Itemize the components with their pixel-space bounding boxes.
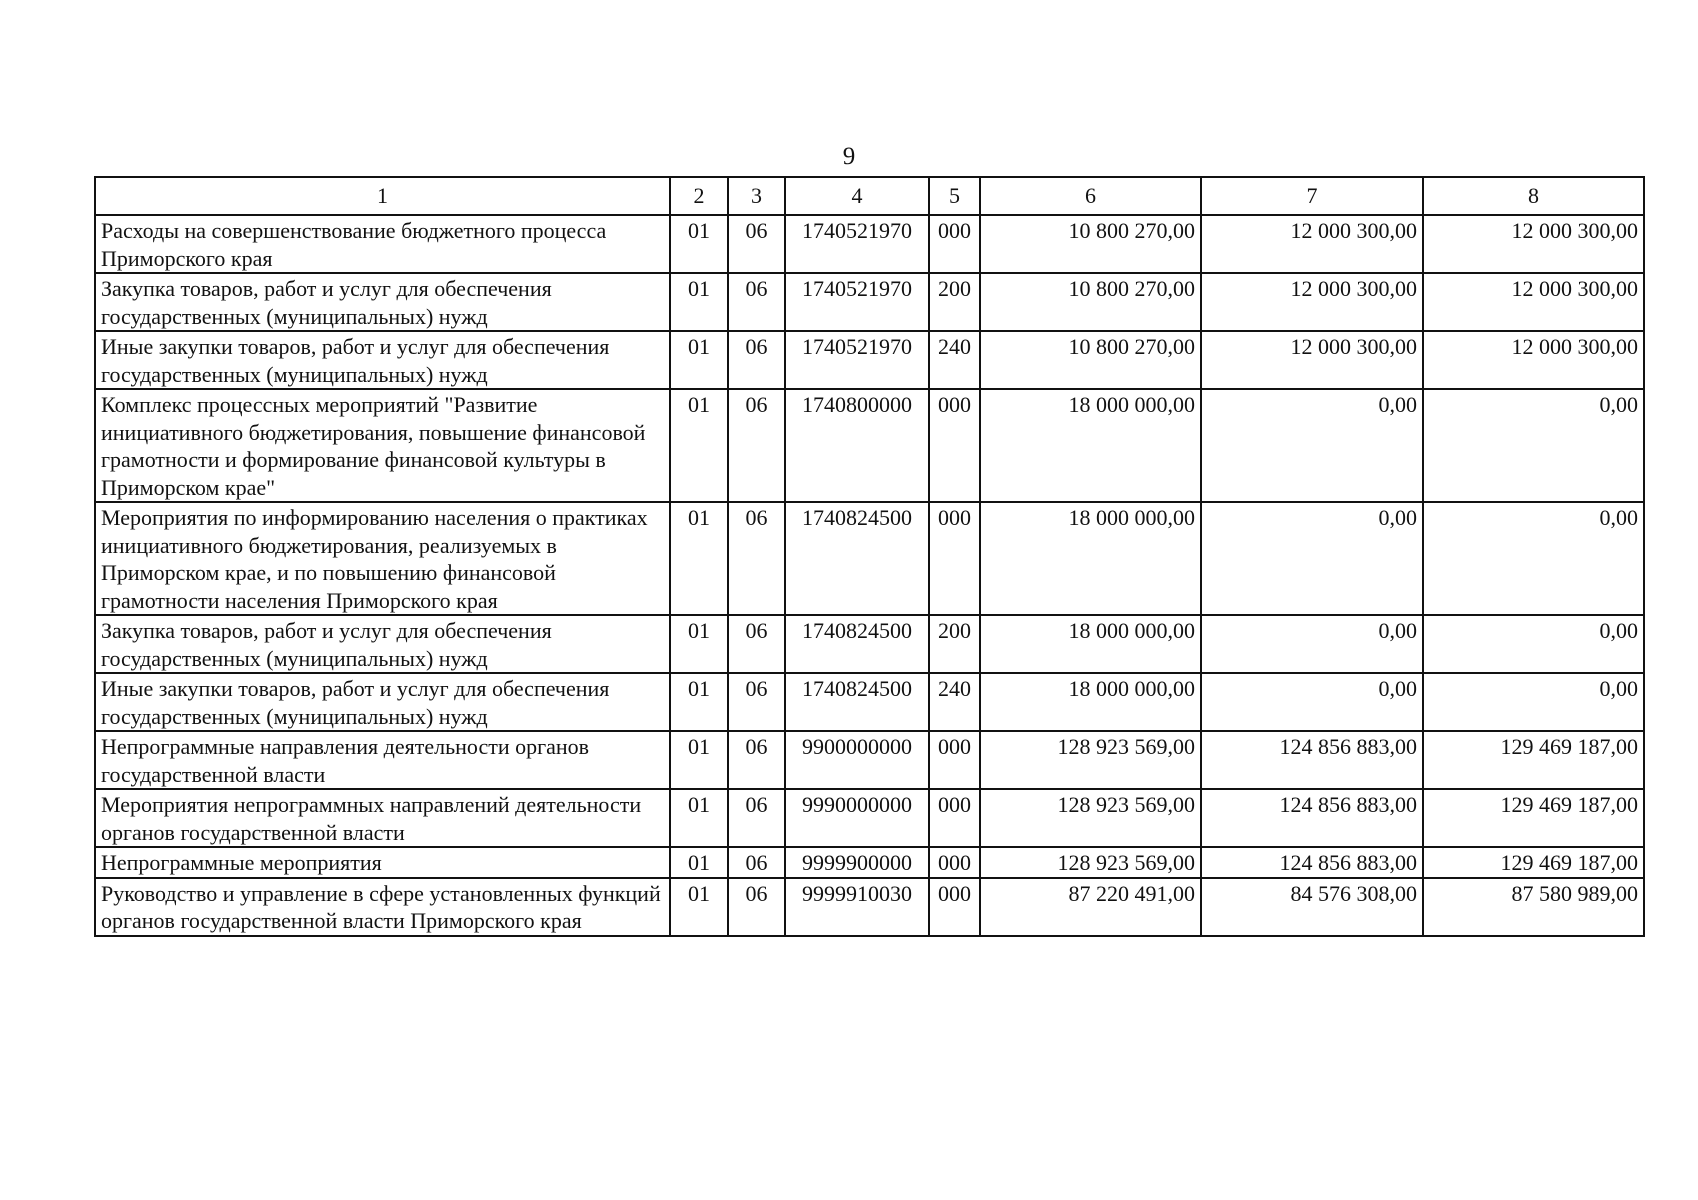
amount-col-6: 128 923 569,00: [980, 789, 1201, 847]
subsection-code: 06: [728, 502, 785, 615]
amount-col-8: 12 000 300,00: [1423, 273, 1644, 331]
expense-type-code: 000: [929, 389, 980, 502]
table-row: [95, 215, 1644, 273]
amount-col-7: 124 856 883,00: [1201, 847, 1423, 878]
amount-col-8: 0,00: [1423, 502, 1644, 615]
row-name: Непрограммные направления деятельности органов государственной власти: [95, 731, 670, 789]
section-code: 01: [670, 731, 728, 789]
row-name: Закупка товаров, работ и услуг для обеспечения государственных (муниципальных) нужд: [95, 615, 670, 673]
row-name: Иные закупки товаров, работ и услуг для обеспечения государственных (муниципальных) нужд: [95, 673, 670, 731]
column-header-1: 1: [95, 177, 670, 215]
section-code: 01: [670, 789, 728, 847]
row-name: Расходы на совершенствование бюджетного процесса Приморского края: [95, 215, 670, 273]
row-name: Мероприятия непрограммных направлений деятельности органов государственной власти: [95, 789, 670, 847]
section-code: 01: [670, 215, 728, 273]
section-code: 01: [670, 331, 728, 389]
target-article-code: 9900000000: [785, 731, 929, 789]
table-row: [95, 673, 1644, 731]
amount-col-7: 84 576 308,00: [1201, 878, 1423, 936]
budget-table: [94, 176, 1645, 937]
subsection-code: 06: [728, 615, 785, 673]
section-code: 01: [670, 273, 728, 331]
column-header-6: 6: [980, 177, 1201, 215]
expense-type-code: 240: [929, 331, 980, 389]
section-code: 01: [670, 502, 728, 615]
table-row: [95, 615, 1644, 673]
amount-col-6: 18 000 000,00: [980, 673, 1201, 731]
expense-type-code: 000: [929, 847, 980, 878]
amount-col-7: 12 000 300,00: [1201, 273, 1423, 331]
amount-col-7: 12 000 300,00: [1201, 215, 1423, 273]
amount-col-6: 18 000 000,00: [980, 615, 1201, 673]
amount-col-6: 10 800 270,00: [980, 215, 1201, 273]
column-header-2: 2: [670, 177, 728, 215]
amount-col-7: 124 856 883,00: [1201, 789, 1423, 847]
amount-col-8: 12 000 300,00: [1423, 331, 1644, 389]
amount-col-7: 0,00: [1201, 673, 1423, 731]
subsection-code: 06: [728, 273, 785, 331]
amount-col-6: 87 220 491,00: [980, 878, 1201, 936]
row-name: Руководство и управление в сфере установленных функций органов государственной власти Приморского края: [95, 878, 670, 936]
target-article-code: 1740824500: [785, 502, 929, 615]
amount-col-8: 129 469 187,00: [1423, 847, 1644, 878]
amount-col-8: 129 469 187,00: [1423, 789, 1644, 847]
target-article-code: 1740521970: [785, 331, 929, 389]
amount-col-8: 12 000 300,00: [1423, 215, 1644, 273]
table-row: [95, 273, 1644, 331]
amount-col-6: 18 000 000,00: [980, 502, 1201, 615]
column-header-8: 8: [1423, 177, 1644, 215]
row-name: Закупка товаров, работ и услуг для обеспечения государственных (муниципальных) нужд: [95, 273, 670, 331]
amount-col-6: 18 000 000,00: [980, 389, 1201, 502]
subsection-code: 06: [728, 731, 785, 789]
section-code: 01: [670, 847, 728, 878]
subsection-code: 06: [728, 331, 785, 389]
amount-col-7: 12 000 300,00: [1201, 331, 1423, 389]
table-row: [95, 731, 1644, 789]
expense-type-code: 000: [929, 502, 980, 615]
table-row: [95, 389, 1644, 502]
row-name: Непрограммные мероприятия: [95, 847, 670, 878]
subsection-code: 06: [728, 673, 785, 731]
expense-type-code: 200: [929, 615, 980, 673]
amount-col-7: 124 856 883,00: [1201, 731, 1423, 789]
column-header-5: 5: [929, 177, 980, 215]
amount-col-8: 0,00: [1423, 615, 1644, 673]
subsection-code: 06: [728, 847, 785, 878]
amount-col-6: 128 923 569,00: [980, 847, 1201, 878]
subsection-code: 06: [728, 215, 785, 273]
table-row: [95, 847, 1644, 878]
amount-col-6: 10 800 270,00: [980, 273, 1201, 331]
section-code: 01: [670, 673, 728, 731]
column-header-3: 3: [728, 177, 785, 215]
section-code: 01: [670, 878, 728, 936]
header-row: [95, 177, 1644, 215]
expense-type-code: 000: [929, 878, 980, 936]
expense-type-code: 000: [929, 789, 980, 847]
expense-type-code: 000: [929, 731, 980, 789]
amount-col-6: 128 923 569,00: [980, 731, 1201, 789]
table-row: [95, 331, 1644, 389]
row-name: Комплекс процессных мероприятий "Развитие инициативного бюджетирования, повышение финансовой грамотности и формирование финансовой культуры в Приморском крае": [95, 389, 670, 502]
amount-col-6: 10 800 270,00: [980, 331, 1201, 389]
table-row: [95, 789, 1644, 847]
section-code: 01: [670, 389, 728, 502]
target-article-code: 9990000000: [785, 789, 929, 847]
amount-col-7: 0,00: [1201, 615, 1423, 673]
section-code: 01: [670, 615, 728, 673]
column-header-4: 4: [785, 177, 929, 215]
expense-type-code: 000: [929, 215, 980, 273]
row-name: Мероприятия по информированию населения о практиках инициативного бюджетирования, реализуемых в Приморском крае, и по повышению финансовой грамотности населения Приморского края: [95, 502, 670, 615]
row-name: Иные закупки товаров, работ и услуг для обеспечения государственных (муниципальных) нужд: [95, 331, 670, 389]
amount-col-7: 0,00: [1201, 502, 1423, 615]
amount-col-8: 129 469 187,00: [1423, 731, 1644, 789]
target-article-code: 1740521970: [785, 273, 929, 331]
table-row: [95, 878, 1644, 936]
table-row: [95, 502, 1644, 615]
page-number: 9: [842, 143, 856, 170]
expense-type-code: 240: [929, 673, 980, 731]
target-article-code: 9999910030: [785, 878, 929, 936]
target-article-code: 1740824500: [785, 673, 929, 731]
amount-col-7: 0,00: [1201, 389, 1423, 502]
subsection-code: 06: [728, 789, 785, 847]
amount-col-8: 0,00: [1423, 673, 1644, 731]
target-article-code: 1740800000: [785, 389, 929, 502]
target-article-code: 9999900000: [785, 847, 929, 878]
column-header-7: 7: [1201, 177, 1423, 215]
amount-col-8: 87 580 989,00: [1423, 878, 1644, 936]
expense-type-code: 200: [929, 273, 980, 331]
subsection-code: 06: [728, 389, 785, 502]
target-article-code: 1740824500: [785, 615, 929, 673]
amount-col-8: 0,00: [1423, 389, 1644, 502]
target-article-code: 1740521970: [785, 215, 929, 273]
subsection-code: 06: [728, 878, 785, 936]
